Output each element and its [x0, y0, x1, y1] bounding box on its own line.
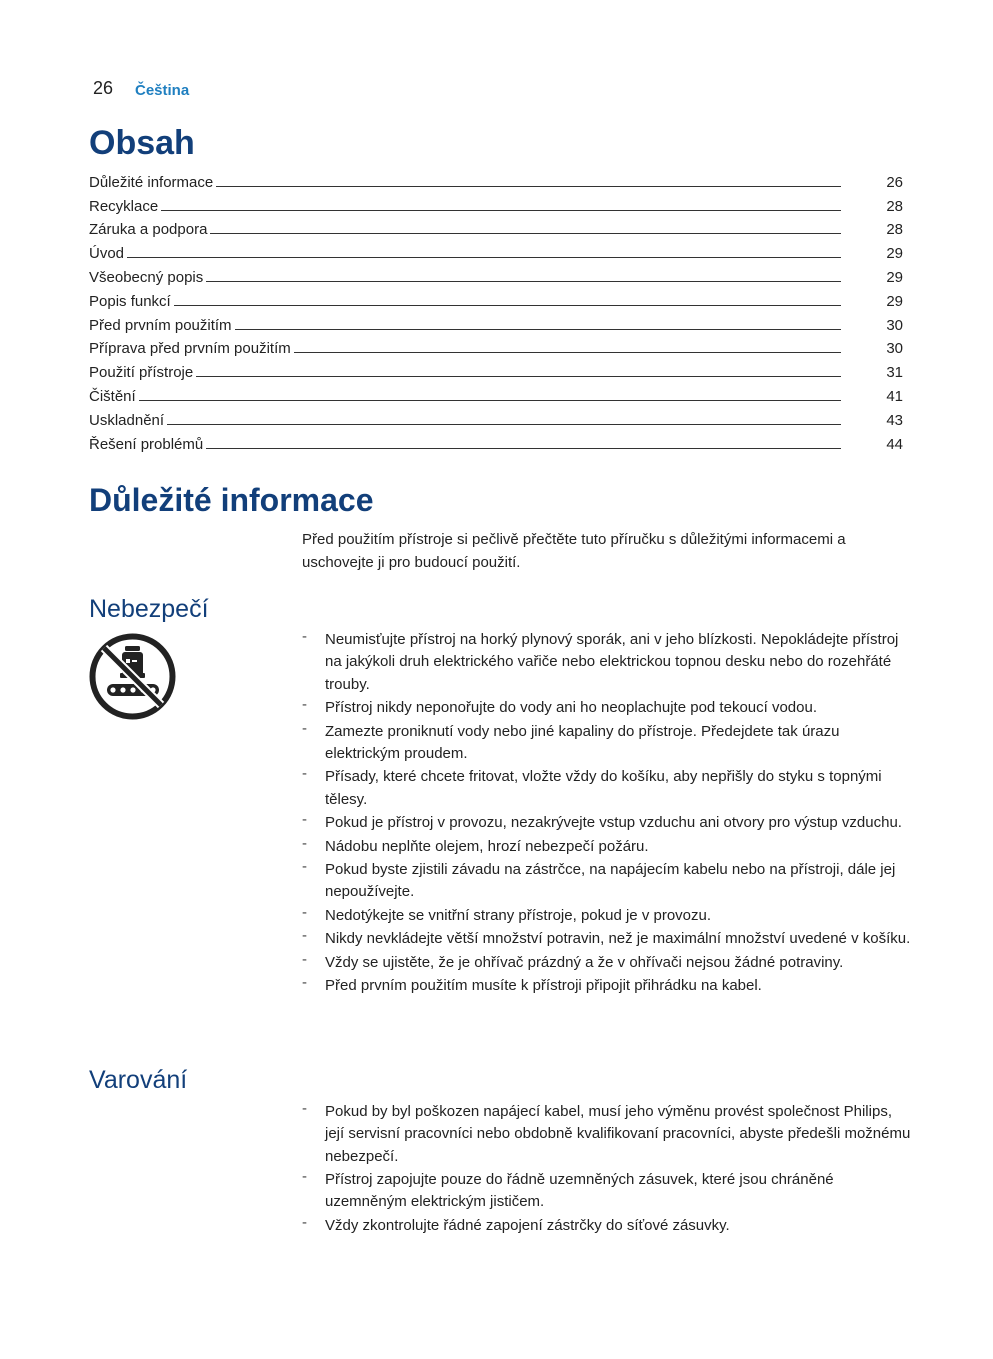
list-item: - Nádobu neplňte olejem, hrozí nebezpečí požáru. — [302, 836, 912, 858]
list-item: - Nedotýkejte se vnitřní strany přístroje, pokud je v provozu. — [302, 905, 912, 927]
toc-entry-label: Záruka a podpora — [89, 221, 208, 239]
toc-entry[interactable] — [89, 310, 903, 334]
list-item: - Přísady, které chcete fritovat, vložte vždy do košíku, aby nepřišly do styku s topnými tělesy. — [302, 766, 912, 811]
toc-entry-page: 41 — [886, 387, 903, 405]
toc-entry[interactable] — [89, 215, 903, 239]
toc-entry-page: 28 — [886, 221, 903, 239]
warning-list — [302, 1101, 912, 1238]
toc-entry-label: Použití přístroje — [89, 364, 194, 382]
toc-leader — [167, 424, 841, 425]
list-item: - Neumisťujte přístroj na horký plynový sporák, ani v jeho blízkosti. Nepokládejte přístroj na jakýkoli druh elektrického vařiče nebo elektrickou topnou desku nebo do rozehřáté trouby. — [302, 629, 912, 696]
toc-entry-page: 44 — [886, 435, 903, 453]
toc-leader — [206, 448, 841, 449]
toc-title: Obsah — [89, 124, 195, 162]
list-item: - Před prvním použitím musíte k přístroji připojit přihrádku na kabel. — [302, 975, 912, 997]
toc-entry[interactable] — [89, 334, 903, 358]
toc-leader — [206, 281, 841, 282]
toc-leader — [174, 305, 841, 306]
important-info-title: Důležité informace — [89, 482, 374, 518]
toc-entry-page: 29 — [886, 292, 903, 310]
list-item: - Nikdy nevkládejte větší množství potravin, než je maximální množství uvedené v košíku. — [302, 928, 912, 950]
toc-leader — [210, 233, 841, 234]
toc-entry-label: Před prvním použitím — [89, 316, 232, 334]
toc-entry-label: Čištění — [89, 387, 136, 405]
toc-leader — [196, 376, 841, 377]
toc-entry-label: Recyklace — [89, 197, 159, 215]
toc-leader — [294, 352, 841, 353]
toc-leader — [216, 186, 841, 187]
table-of-contents — [89, 167, 903, 453]
list-item: - Pokud by byl poškozen napájecí kabel, musí jeho výměnu provést společnost Philips, její servisní pracovníci nebo obdobně kvalifikovaní pracovníci, abyste předešli možnému nebezpečí. — [302, 1101, 912, 1168]
toc-entry-label: Úvod — [89, 245, 125, 263]
toc-entry-label: Důležité informace — [89, 173, 214, 191]
toc-entry[interactable] — [89, 357, 903, 381]
toc-entry-label: Příprava před prvním použitím — [89, 340, 291, 358]
toc-entry-label: Řešení problémů — [89, 435, 204, 453]
list-item: - Pokud byste zjistili závadu na zástrčce, na napájecím kabelu nebo na přístroji, dále jej nepoužívejte. — [302, 859, 912, 904]
toc-entry-label: Popis funkcí — [89, 292, 171, 310]
danger-list — [302, 629, 912, 999]
list-item: - Přístroj zapojujte pouze do řádně uzemněných zásuvek, které jsou chráněné uzemněným elektrickým jističem. — [302, 1169, 912, 1214]
toc-entry[interactable] — [89, 429, 903, 453]
toc-entry[interactable] — [89, 381, 903, 405]
language-label: Čeština — [135, 82, 190, 99]
toc-leader — [139, 400, 841, 401]
toc-entry-label: Všeobecný popis — [89, 268, 204, 286]
toc-entry-page: 30 — [886, 340, 903, 358]
toc-entry-page: 29 — [886, 245, 903, 263]
toc-entry[interactable] — [89, 405, 903, 429]
toc-entry-page: 30 — [886, 316, 903, 334]
toc-entry[interactable] — [89, 191, 903, 215]
no-appliance-on-hot-surface-icon — [89, 633, 176, 720]
page-number: 26 — [93, 78, 114, 98]
toc-leader — [127, 257, 841, 258]
danger-title: Nebezpečí — [89, 595, 209, 623]
toc-entry-page: 28 — [886, 197, 903, 215]
list-item: - Vždy zkontrolujte řádné zapojení zástrčky do síťové zásuvky. — [302, 1215, 912, 1237]
toc-leader — [161, 210, 841, 211]
toc-entry[interactable] — [89, 262, 903, 286]
list-item: - Vždy se ujistěte, že je ohřívač prázdný a že v ohřívači nejsou žádné potraviny. — [302, 952, 912, 974]
list-item: - Pokud je přístroj v provozu, nezakrývejte vstup vzduchu ani otvory pro výstup vzduchu. — [302, 812, 912, 834]
warning-title: Varování — [89, 1066, 188, 1094]
toc-entry-page: 26 — [886, 173, 903, 191]
toc-entry[interactable] — [89, 238, 903, 262]
toc-entry-page: 43 — [886, 411, 903, 429]
toc-entry-page: 29 — [886, 268, 903, 286]
list-item: - Zamezte proniknutí vody nebo jiné kapaliny do přístroje. Předejdete tak úrazu elektrickým proudem. — [302, 721, 912, 766]
list-item: - Přístroj nikdy neponořujte do vody ani ho neoplachujte pod tekoucí vodou. — [302, 697, 912, 719]
toc-entry-label: Uskladnění — [89, 411, 165, 429]
toc-entry-page: 31 — [886, 364, 903, 382]
toc-leader — [235, 329, 841, 330]
toc-entry[interactable] — [89, 286, 903, 310]
important-info-intro: Před použitím přístroje si pečlivě přečtěte tuto příručku s důležitými informacemi a uschovejte ji pro budoucí použití. — [302, 531, 846, 571]
toc-entry[interactable] — [89, 167, 903, 191]
